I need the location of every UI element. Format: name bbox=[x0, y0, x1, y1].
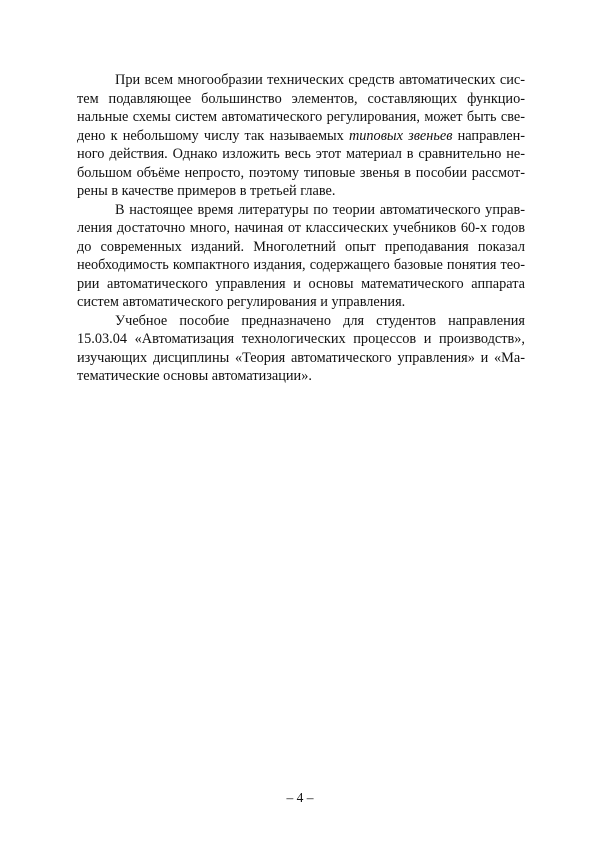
paragraph bbox=[77, 71, 525, 201]
body-text bbox=[77, 71, 525, 386]
text-line bbox=[77, 256, 525, 275]
text-segment: ного действия. Однако изложить весь этот материал в сравнительно не- bbox=[77, 146, 525, 162]
text-line bbox=[77, 71, 525, 90]
text-segment: изучающих дисциплины «Теория автоматического управления» и «Ма- bbox=[77, 349, 525, 366]
text-line bbox=[77, 145, 525, 164]
text-segment: направлен- bbox=[452, 127, 526, 144]
text-segment: ления достаточно много, начиная от классических учебников 60-х годов bbox=[77, 220, 525, 236]
text-line bbox=[77, 182, 525, 201]
text-line bbox=[77, 275, 525, 294]
text-line bbox=[77, 219, 525, 238]
text-line bbox=[77, 330, 525, 349]
text-line bbox=[77, 90, 525, 109]
paragraph bbox=[77, 201, 525, 312]
text-segment: В настоящее время литературы по теории автоматического управ- bbox=[115, 201, 525, 218]
italic-term: типовых звеньев bbox=[348, 127, 453, 144]
text-segment: Учебное пособие предназначено для студентов направления bbox=[115, 312, 525, 329]
text-line bbox=[77, 164, 525, 183]
page-number: – 4 – bbox=[286, 790, 314, 805]
text-segment: до современных изданий. Многолетний опыт преподавания показал bbox=[77, 238, 525, 255]
text-line bbox=[77, 349, 525, 368]
text-line bbox=[77, 238, 525, 257]
text-segment: тем подавляющее большинство элементов, составляющих функцио- bbox=[77, 90, 525, 107]
text-line bbox=[77, 108, 525, 127]
text-segment: большом объёме непросто, поэтому типовые звенья в пособии рассмот- bbox=[77, 164, 525, 181]
text-line bbox=[77, 312, 525, 331]
paragraph bbox=[77, 312, 525, 386]
text-segment: дено к небольшому числу так называемых bbox=[77, 127, 349, 144]
text-line bbox=[77, 293, 525, 312]
text-segment: 15.03.04 «Автоматизация технологических процессов и производств», bbox=[77, 331, 525, 347]
text-segment: нальные схемы систем автоматического регулирования, может быть све- bbox=[77, 109, 525, 125]
text-segment: необходимость компактного издания, содержащего базовые понятия тео- bbox=[77, 257, 525, 273]
text-line bbox=[77, 201, 525, 220]
text-line bbox=[77, 367, 525, 386]
text-segment: тематические основы автоматизации». bbox=[77, 368, 312, 384]
text-segment: рены в качестве примеров в третьей главе. bbox=[77, 183, 336, 199]
text-segment: При всем многообразии технических средств автоматических сис- bbox=[115, 72, 525, 88]
text-segment: систем автоматического регулирования и управления. bbox=[77, 294, 406, 310]
text-line bbox=[77, 127, 525, 146]
text-segment: рии автоматического управления и основы математического аппарата bbox=[77, 275, 525, 292]
